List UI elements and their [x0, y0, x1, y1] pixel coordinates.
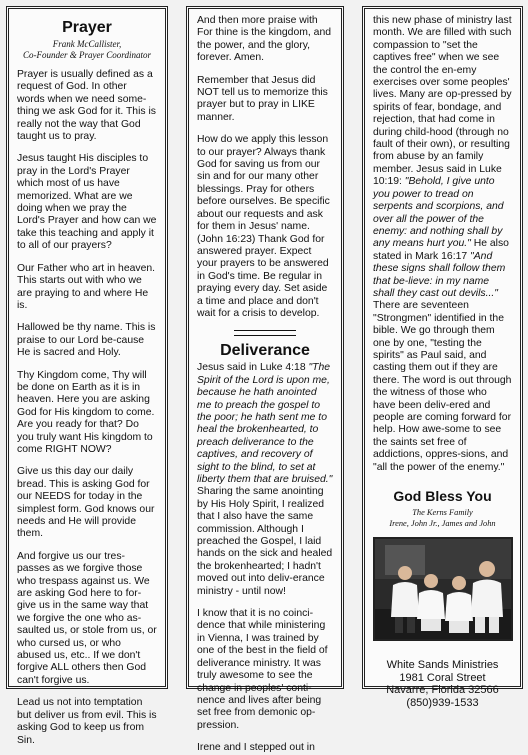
prayer-paragraph: Lead us not into temptation but deliver us from evil. This is asking God to keep us from Sin.: [17, 697, 157, 746]
deliverance-paragraph: Irene and I stepped out in: [197, 742, 315, 754]
prayer-paragraph: Prayer is usually defined as a request of God. In other words when we need some-thing we ask God for it. This is really not the way that God taught us to pray.: [17, 69, 156, 143]
prayer-continued-paragraph: And then more praise with For thine is the kingdom, and the power, and the glory, forever. Amen.: [197, 15, 331, 64]
address-city: Navarre, Florida 32566: [386, 684, 499, 697]
prayer-paragraph: Give us this day our daily bread. This is asking God for our NEEDS for today in the simplest form. God knows our needs and He will provide them.: [17, 466, 155, 540]
prayer-continued-paragraph: How do we apply this lesson to our prayer? Always thank God for saving us from our sin and for our many other blessings. Pray for others before ourselves. Be specific about our requests and ask for them in Jesus' name. (John 16:23) Thank God for answered prayer. Expect your prayers to be answered in God's time. Be regular in praying every day. Set aside a time and place and don't wait for a crisis to develop.: [197, 134, 330, 319]
prayer-paragraph: And forgive us our tres-passes as we forgive those who trespass against us. We are asking God here to for-give us in the same way that we forgive the one who as-saulted us, or stole from us, or who cursed us, or who abused us, etc.. If we don't forgive ALL others then God can't forgive us.: [17, 550, 157, 686]
deliverance-text: He also stated in Mark 16:17: [373, 238, 509, 262]
prayer-column: [6, 6, 168, 746]
ministry-address: [373, 659, 512, 709]
section-divider: [234, 330, 296, 336]
deliverance-text: this new phase of ministry last month. We are filled with such compassion to "set the captives free" when we see the control the en-emy exercises over some peoples' lives. Many are op-pressed by spirits of fear, bondage, and rejection, that had come in during child-hood (through no fault of their own), or resulting from abuse by an family member. Jesus said in Luke 10:19:: [373, 15, 512, 188]
prayer-byline: [17, 39, 157, 61]
luke-4-18-quote: "The Spirit of the Lord is upon me, because he hath anointed me to preach the gospel to the poor; he hath sent me to heal the brokenhearted, to preach deliverance to the captives, and recovery of sight to the blind, to set at liberty them that are bruised.": [197, 362, 333, 485]
family-photo: [373, 537, 513, 641]
deliverance-intro: Jesus said in Luke 4:18: [197, 362, 309, 374]
luke-10-19-quote: "Behold, I give unto you power to tread on serpents and scorpions, and over all the power of the enemy: and nothing shall by any means hurt you.": [373, 176, 504, 250]
family-members: Irene, John Jr., James and John: [389, 518, 496, 528]
byline-name: Frank McCallister,: [52, 39, 122, 49]
deliverance-text: Sharing the same anointing by His Holy Spirit, I realized that I also have the same commission. Although I preached the Gospel, I laid hands on the sick and healed the brokenhearted; I hadn't moved out into deliv-erance ministry - until now!: [197, 486, 333, 597]
deliverance-paragraph: [197, 362, 333, 598]
prayer-paragraph: Jesus taught His disciples to pray in the Lord's Prayer which most of us have memorized. What are we doing when we pray the Lord's Prayer and how can we take this teaching and apply it to all of our prayers?: [17, 153, 157, 252]
prayer-title: Prayer: [62, 19, 112, 36]
mark-16-17-quote: "And these signs shall follow them that be-lieve: in my name shall they cast out devils...": [373, 250, 506, 299]
prayer-paragraph: Hallowed be thy name. This is praise to our Lord be-cause He is sacred and Holy.: [17, 322, 156, 359]
prayer-continued-paragraph: Remember that Jesus did NOT tell us to memorize this prayer but to pray in LIKE manner.: [197, 74, 328, 123]
deliverance-continued-paragraph: [373, 15, 512, 474]
deliverance-text: There are seventeen "Strongmen" identified in the bible. We go through them one by one, "testing the spirits" as Paul said, and casting them out if they are there. The word is out through the witness of those who have been deliv-ered and people are coming forward for help. How awe-some to see the saints set free of addictions, oppres-sions, and "all the power of the enemy.": [373, 300, 512, 473]
family-name: The Kerns Family: [412, 508, 473, 518]
address-phone: (850)939-1533: [406, 696, 479, 709]
address-org: White Sands Ministries: [386, 659, 499, 672]
address-street: 1981 Coral Street: [399, 671, 486, 684]
middle-column: [186, 6, 344, 754]
family-signature: [373, 508, 512, 529]
prayer-paragraph: Our Father who art in heaven. This starts out with who we are praying to and where He is.: [17, 262, 156, 311]
prayer-paragraph: Thy Kingdom come, Thy will be done on Earth as it is in heaven. Here you are asking God for His kingdom to come. Are you ready for that? Do you truly want His kingdom to come RIGHT NOW?: [17, 369, 155, 455]
right-column: [362, 6, 523, 709]
byline-role: Co-Founder & Prayer Coordinator: [23, 50, 151, 60]
closing-heading: God Bless You: [393, 488, 492, 505]
deliverance-paragraph: I know that it is no coinci-dence that while ministering in Vienna, I was trained by one of the best in the field of deliverance ministry. It was truly awesome to see the change in peoples' conti-nence and lives after being set free from demonic op-pression.: [197, 608, 328, 731]
deliverance-title: Deliverance: [220, 342, 310, 360]
